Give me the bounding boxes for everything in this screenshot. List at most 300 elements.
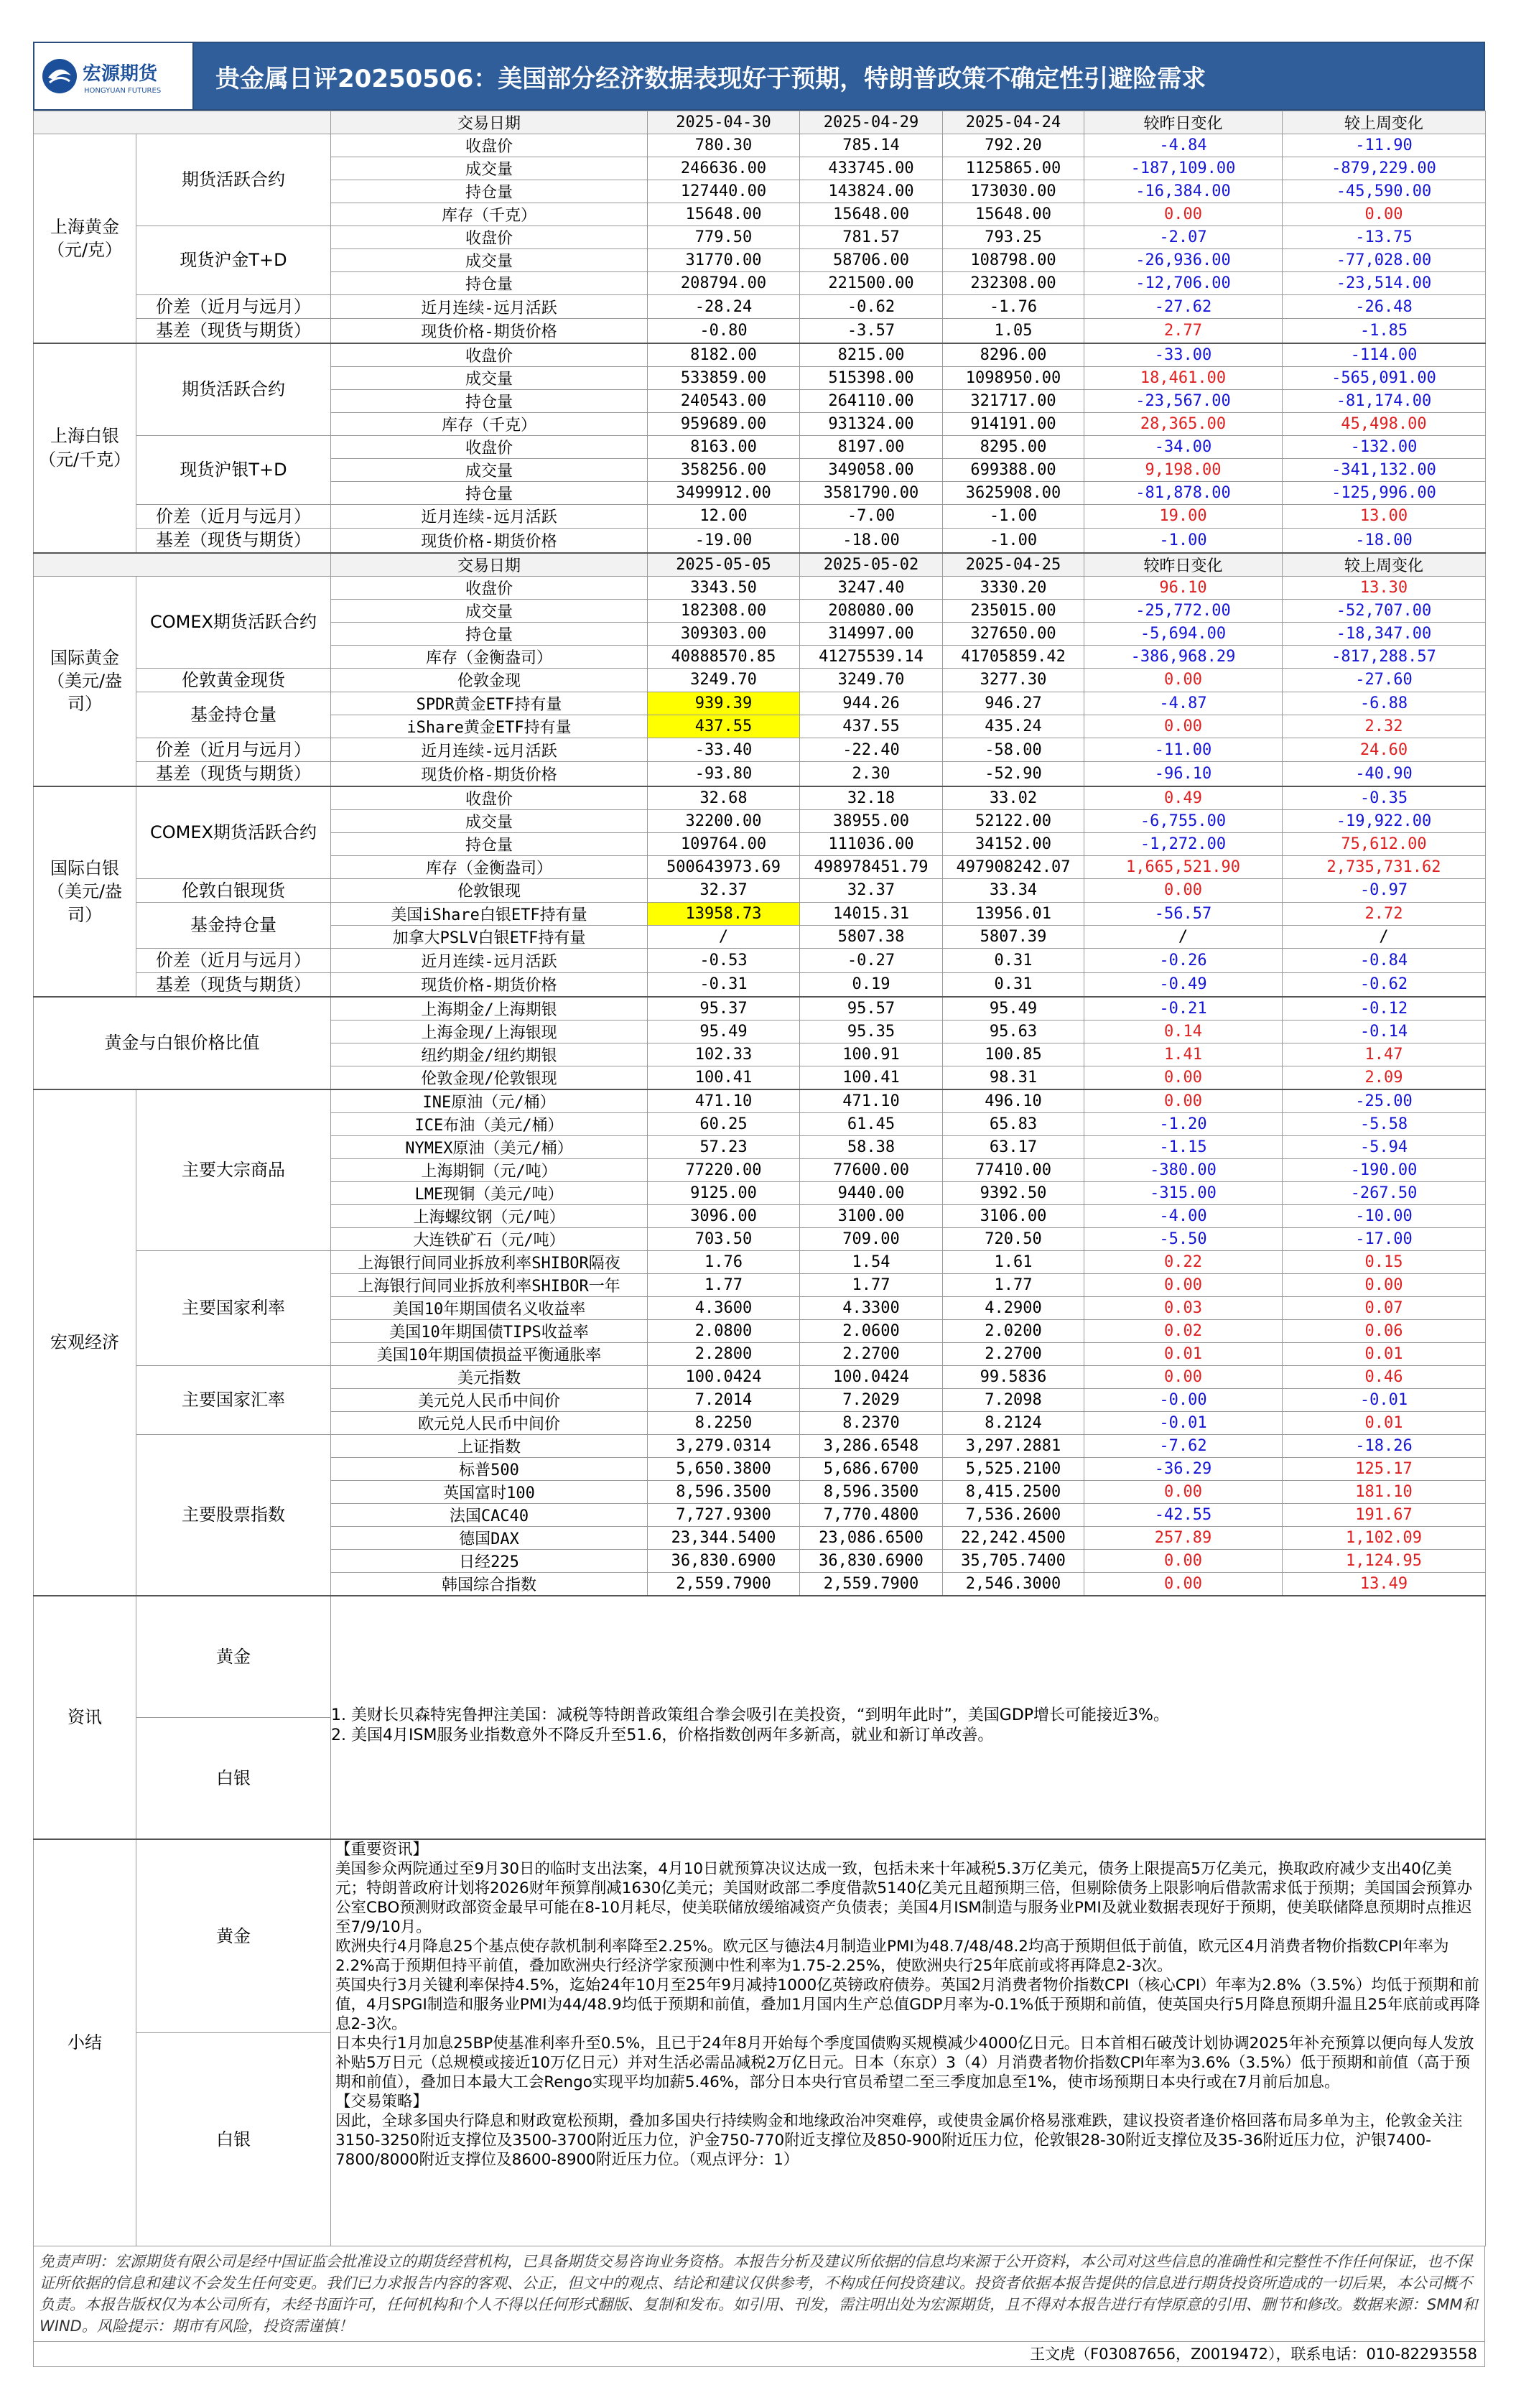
value-cell: 2.2800: [648, 1342, 800, 1365]
value-cell: 497908242.07: [943, 855, 1084, 878]
change-week-cell: 125.17: [1283, 1457, 1486, 1480]
subgroup-label: COMEX期货活跃合约: [136, 786, 331, 879]
value-cell: 13958.73: [648, 903, 800, 926]
subgroup-label: 伦敦黄金现货: [136, 668, 331, 692]
subgroup-label: 基金持仓量: [136, 903, 331, 949]
change-week-cell: -18.26: [1283, 1434, 1486, 1457]
value-cell: 182308.00: [648, 599, 800, 622]
value-cell: 40888570.85: [648, 645, 800, 668]
header-date: 2025-05-02: [800, 553, 943, 577]
change-week-cell: -18,347.00: [1283, 622, 1486, 645]
value-cell: 3,297.2881: [943, 1434, 1084, 1457]
change-day-cell: -0.21: [1084, 997, 1283, 1021]
row-label: 德国DAX: [331, 1526, 648, 1549]
value-cell: 2,546.3000: [943, 1572, 1084, 1596]
row-label: 近月连续-远月活跃: [331, 949, 648, 972]
data-row: [34, 295, 1486, 319]
row-label: 上海金现/上海银现: [331, 1020, 648, 1043]
summary-paragraph: 因此，全球多国央行降息和财政宽松预期，叠加多国央行持续购金和地缘政治冲突难停，或使贵金属价格易涨难跌，建议投资者逢价格回落布局多单为主，伦敦金关注3150-3250附近支撑位及3500-3700附近压力位，沪金750-770附近支撑位及850-900附近压力位，伦敦银28-30附近支撑位及35-36附近压力位，沪银7400-7800/8000附近支撑位及8600-8900附近压力位。（观点评分：1）: [335, 2111, 1463, 2169]
value-cell: 1098950.00: [943, 366, 1084, 389]
row-label: 美国10年期国债名义收益率: [331, 1296, 648, 1319]
subgroup-label: 主要大宗商品: [136, 1089, 331, 1251]
row-label: 大连铁矿石（元/吨）: [331, 1227, 648, 1250]
row-label: 纽约期金/纽约期银: [331, 1043, 648, 1066]
change-day-cell: 0.01: [1084, 1342, 1283, 1365]
row-label: 近月连续-远月活跃: [331, 504, 648, 528]
value-cell: 471.10: [648, 1089, 800, 1113]
change-week-cell: 2.09: [1283, 1066, 1486, 1089]
subgroup-label: 主要国家汇率: [136, 1365, 331, 1434]
report-title: 贵金属日评20250506：美国部分经济数据表现好于预期，特朗普政策不确定性引避险需求: [194, 43, 1484, 109]
value-cell: 4.2900: [943, 1296, 1084, 1319]
change-week-cell: 0.06: [1283, 1319, 1486, 1342]
value-cell: 2.0200: [943, 1319, 1084, 1342]
value-cell: 33.34: [943, 878, 1084, 902]
change-week-cell: 2.72: [1283, 903, 1486, 926]
value-cell: -22.40: [800, 738, 943, 761]
value-cell: 95.49: [648, 1020, 800, 1043]
change-day-cell: -0.49: [1084, 972, 1283, 997]
subgroup-label: 主要国家利率: [136, 1250, 331, 1365]
row-label: 成交量: [331, 157, 648, 180]
row-label: 现货价格-期货价格: [331, 762, 648, 786]
row-label: 持仓量: [331, 180, 648, 203]
change-week-cell: 2,735,731.62: [1283, 855, 1486, 878]
value-cell: -0.27: [800, 949, 943, 972]
value-cell: 1.77: [800, 1273, 943, 1296]
value-cell: 173030.00: [943, 180, 1084, 203]
summary-paragraph: 英国央行3月关键利率保持4.5%，迄始24年10月至25年9月减持1000亿英镑政府债券。英国2月消费者物价指数CPI（核心CPI）年率为2.8%（3.5%）均低于预期和前值，4月SPGI制造和服务业PMI为44/48.9均低于预期和前值，叠加1月国内生产总值GDP月率为-0.1%低于预期和前值，使英国央行5月降息预期升温且25年底前或再降息2-3次。: [335, 1976, 1480, 2033]
change-week-cell: -817,288.57: [1283, 645, 1486, 668]
value-cell: 95.63: [943, 1020, 1084, 1043]
value-cell: 785.14: [800, 134, 943, 157]
value-cell: 246636.00: [648, 157, 800, 180]
value-cell: 2.0600: [800, 1319, 943, 1342]
data-row: [34, 949, 1486, 972]
subgroup-label: 伦敦白银现货: [136, 878, 331, 902]
value-cell: 32200.00: [648, 809, 800, 832]
group-label: 国际黄金 （美元/盎司）: [34, 576, 136, 786]
news-gold-label: 黄金: [136, 1596, 331, 1718]
value-cell: 3499912.00: [648, 481, 800, 504]
change-week-cell: -0.01: [1283, 1388, 1486, 1411]
value-cell: 699388.00: [943, 458, 1084, 481]
value-cell: 1.77: [648, 1273, 800, 1296]
logo-text-en: HONGYUAN FUTURES: [84, 87, 162, 95]
value-cell: 57.23: [648, 1135, 800, 1158]
row-label: 持仓量: [331, 622, 648, 645]
value-cell: 38955.00: [800, 809, 943, 832]
change-day-cell: -25,772.00: [1084, 599, 1283, 622]
value-cell: 349058.00: [800, 458, 943, 481]
value-cell: -7.00: [800, 504, 943, 528]
value-cell: 100.41: [648, 1066, 800, 1089]
change-day-cell: 0.00: [1084, 1549, 1283, 1572]
value-cell: 3096.00: [648, 1204, 800, 1227]
change-week-cell: -341,132.00: [1283, 458, 1486, 481]
data-row: [34, 226, 1486, 249]
change-week-cell: -77,028.00: [1283, 249, 1486, 272]
news-silver-label: 白银: [136, 1717, 331, 1839]
value-cell: 944.26: [800, 692, 943, 715]
header-trade-date: 交易日期: [331, 111, 648, 134]
change-week-cell: 1,102.09: [1283, 1526, 1486, 1549]
change-day-cell: -81,878.00: [1084, 481, 1283, 504]
value-cell: -93.80: [648, 762, 800, 786]
change-day-cell: -1,272.00: [1084, 832, 1283, 855]
change-day-cell: -1.20: [1084, 1112, 1283, 1135]
value-cell: 23,086.6500: [800, 1526, 943, 1549]
header-chg-day: 较昨日变化: [1084, 553, 1283, 577]
value-cell: 41705859.42: [943, 645, 1084, 668]
summary-group-label: 小结: [34, 1839, 136, 2246]
row-label: 库存（千克）: [331, 203, 648, 226]
value-cell: 9392.50: [943, 1181, 1084, 1204]
row-label: 成交量: [331, 599, 648, 622]
change-week-cell: -27.60: [1283, 668, 1486, 692]
change-day-cell: 9,198.00: [1084, 458, 1283, 481]
value-cell: 1125865.00: [943, 157, 1084, 180]
value-cell: 264110.00: [800, 389, 943, 412]
report-page: [33, 42, 1485, 2367]
value-cell: 102.33: [648, 1043, 800, 1066]
value-cell: 32.18: [800, 786, 943, 810]
value-cell: 314997.00: [800, 622, 943, 645]
change-day-cell: 0.03: [1084, 1296, 1283, 1319]
value-cell: 2.0800: [648, 1319, 800, 1342]
change-week-cell: 45,498.00: [1283, 412, 1486, 435]
value-cell: 65.83: [943, 1112, 1084, 1135]
row-label: 标普500: [331, 1457, 648, 1480]
value-cell: 95.49: [943, 997, 1084, 1021]
change-week-cell: -6.88: [1283, 692, 1486, 715]
value-cell: 3,286.6548: [800, 1434, 943, 1457]
value-cell: 0.31: [943, 972, 1084, 997]
value-cell: -58.00: [943, 738, 1084, 761]
data-row: [34, 435, 1486, 458]
data-row: [34, 878, 1486, 902]
change-week-cell: -879,229.00: [1283, 157, 1486, 180]
change-week-cell: -267.50: [1283, 1181, 1486, 1204]
news-list: [335, 1706, 1481, 1746]
value-cell: 8,415.2500: [943, 1480, 1084, 1503]
value-cell: 7,536.2600: [943, 1503, 1084, 1526]
change-week-cell: -23,514.00: [1283, 272, 1486, 295]
value-cell: 959689.00: [648, 412, 800, 435]
change-day-cell: -42.55: [1084, 1503, 1283, 1526]
change-day-cell: -1.15: [1084, 1135, 1283, 1158]
value-cell: 58.38: [800, 1135, 943, 1158]
summary-gold-label: 黄金: [136, 1839, 331, 2033]
row-label: 上海银行间同业拆放利率SHIBOR隔夜: [331, 1250, 648, 1273]
value-cell: 32.68: [648, 786, 800, 810]
value-cell: 100.41: [800, 1066, 943, 1089]
value-cell: 12.00: [648, 504, 800, 528]
value-cell: 7,727.9300: [648, 1503, 800, 1526]
value-cell: 931324.00: [800, 412, 943, 435]
value-cell: 77600.00: [800, 1158, 943, 1181]
value-cell: 500643973.69: [648, 855, 800, 878]
value-cell: 5,525.2100: [943, 1457, 1084, 1480]
group-label: 国际白银 （美元/盎司）: [34, 786, 136, 997]
row-label: 现货价格-期货价格: [331, 529, 648, 553]
value-cell: 321717.00: [943, 389, 1084, 412]
value-cell: 3106.00: [943, 1204, 1084, 1227]
change-week-cell: -1.85: [1283, 319, 1486, 343]
change-day-cell: -0.00: [1084, 1388, 1283, 1411]
value-cell: 109764.00: [648, 832, 800, 855]
subgroup-label: 基金持仓量: [136, 692, 331, 738]
change-day-cell: -7.62: [1084, 1434, 1283, 1457]
header-blank: [34, 553, 331, 577]
data-row: [34, 134, 1486, 157]
data-row: [34, 668, 1486, 692]
row-label: 美国10年期国债TIPS收益率: [331, 1319, 648, 1342]
row-label: 库存（金衡盎司）: [331, 855, 648, 878]
summary-paragraph: 美国参众两院通过至9月30日的临时支出法案，4月10日就预算决议达成一致，包括未来十年减税5.3万亿美元，债务上限提高5万亿美元，换取政府减少支出40亿美元；特朗普政府计划将2026财年预算削减1630亿美元；美国财政部二季度借款5140亿美元且超预期三倍，但剔除债务上限影响后借款需求低于预期；美国国会预算办公室CBO预测财政部资金最早可能在8-10月耗尽，使美联储放缓缩减资产负债表；美国4月ISM制造与服务业PMI及就业数据表现好于预期，使美联储降息预期时点推迟至7/9/10月。: [335, 1859, 1473, 1936]
value-cell: 5,686.6700: [800, 1457, 943, 1480]
value-cell: 35,705.7400: [943, 1549, 1084, 1572]
value-cell: -19.00: [648, 529, 800, 553]
row-label: 日经225: [331, 1549, 648, 1572]
change-day-cell: -4.87: [1084, 692, 1283, 715]
value-cell: 8.2250: [648, 1411, 800, 1434]
change-day-cell: -4.00: [1084, 1204, 1283, 1227]
change-day-cell: -12,706.00: [1084, 272, 1283, 295]
change-week-cell: 0.15: [1283, 1250, 1486, 1273]
value-cell: 95.35: [800, 1020, 943, 1043]
data-row: [34, 786, 1486, 810]
change-day-cell: 0.00: [1084, 1572, 1283, 1596]
value-cell: 8.2124: [943, 1411, 1084, 1434]
value-cell: 914191.00: [943, 412, 1084, 435]
value-cell: 8182.00: [648, 343, 800, 367]
data-row: [34, 972, 1486, 997]
row-label: 上海期铜（元/吨）: [331, 1158, 648, 1181]
value-cell: 108798.00: [943, 249, 1084, 272]
value-cell: 3330.20: [943, 576, 1084, 599]
header-chg-week: 较上周变化: [1283, 111, 1486, 134]
value-cell: 52122.00: [943, 809, 1084, 832]
value-cell: 208080.00: [800, 599, 943, 622]
value-cell: 1.05: [943, 319, 1084, 343]
value-cell: 127440.00: [648, 180, 800, 203]
value-cell: 2.2700: [800, 1342, 943, 1365]
value-cell: 208794.00: [648, 272, 800, 295]
value-cell: 4.3300: [800, 1296, 943, 1319]
change-week-cell: 0.00: [1283, 1273, 1486, 1296]
row-label: 收盘价: [331, 226, 648, 249]
logo-text-cn: 宏源期货: [83, 63, 158, 85]
subgroup-label: 期货活跃合约: [136, 134, 331, 226]
row-label: 持仓量: [331, 481, 648, 504]
value-cell: -3.57: [800, 319, 943, 343]
change-day-cell: 0.00: [1084, 1273, 1283, 1296]
change-week-cell: /: [1283, 926, 1486, 949]
value-cell: 8197.00: [800, 435, 943, 458]
summary-paragraph: 【重要资讯】: [335, 1840, 429, 1859]
value-cell: 232308.00: [943, 272, 1084, 295]
change-week-cell: -81,174.00: [1283, 389, 1486, 412]
value-cell: 3625908.00: [943, 481, 1084, 504]
change-week-cell: 2.32: [1283, 715, 1486, 738]
value-cell: -52.90: [943, 762, 1084, 786]
value-cell: 95.57: [800, 997, 943, 1021]
row-label: 伦敦金现: [331, 668, 648, 692]
change-week-cell: 0.01: [1283, 1342, 1486, 1365]
change-day-cell: 1,665,521.90: [1084, 855, 1283, 878]
news-content: [331, 1596, 1486, 1839]
value-cell: 3277.30: [943, 668, 1084, 692]
value-cell: 358256.00: [648, 458, 800, 481]
value-cell: 327650.00: [943, 622, 1084, 645]
value-cell: 61.45: [800, 1112, 943, 1135]
header-blank: [34, 111, 331, 134]
change-day-cell: 0.00: [1084, 203, 1283, 226]
value-cell: 77220.00: [648, 1158, 800, 1181]
value-cell: 60.25: [648, 1112, 800, 1135]
change-day-cell: -11.00: [1084, 738, 1283, 761]
value-cell: 0.19: [800, 972, 943, 997]
row-label: 持仓量: [331, 272, 648, 295]
header-chg-day: 较昨日变化: [1084, 111, 1283, 134]
change-day-cell: 96.10: [1084, 576, 1283, 599]
value-cell: 15648.00: [800, 203, 943, 226]
subgroup-label: 基差（现货与期货）: [136, 319, 331, 343]
row-label: 美国10年期国债损益平衡通胀率: [331, 1342, 648, 1365]
value-cell: 533859.00: [648, 366, 800, 389]
change-week-cell: -26.48: [1283, 295, 1486, 319]
report-header: [33, 42, 1485, 111]
change-day-cell: -187,109.00: [1084, 157, 1283, 180]
value-cell: 781.57: [800, 226, 943, 249]
summary-paragraph: 欧洲央行4月降息25个基点使存款机制利率降至2.25%。欧元区与德法4月制造业PMI为48.7/48/48.2均高于预期但低于前值，欧元区4月消费者物价指数CPI年率为2.2%高于预期但持平前值，叠加欧洲央行经济学家预测中性利率为1.75-2.25%，使欧洲央行25年底前或将再降息2-3次。: [335, 1937, 1449, 1975]
row-label: iShare黄金ETF持有量: [331, 715, 648, 738]
change-week-cell: -13.75: [1283, 226, 1486, 249]
change-day-cell: 0.00: [1084, 1365, 1283, 1388]
change-week-cell: -11.90: [1283, 134, 1486, 157]
value-cell: -0.62: [800, 295, 943, 319]
logo-icon: [39, 54, 187, 98]
row-label: ICE布油（美元/桶）: [331, 1112, 648, 1135]
change-week-cell: 0.00: [1283, 203, 1486, 226]
row-label: 上海期金/上海期银: [331, 997, 648, 1021]
change-day-cell: 19.00: [1084, 504, 1283, 528]
change-week-cell: 13.30: [1283, 576, 1486, 599]
value-cell: 240543.00: [648, 389, 800, 412]
author-line: 王文虎（F03087656，Z0019472），联系电话：010-82293558: [33, 2342, 1485, 2367]
value-cell: 14015.31: [800, 903, 943, 926]
value-cell: 780.30: [648, 134, 800, 157]
value-cell: 23,344.5400: [648, 1526, 800, 1549]
change-week-cell: -5.94: [1283, 1135, 1486, 1158]
row-label: 美元兑人民币中间价: [331, 1388, 648, 1411]
change-day-cell: -27.62: [1084, 295, 1283, 319]
change-week-cell: -0.62: [1283, 972, 1486, 997]
change-day-cell: 0.00: [1084, 1480, 1283, 1503]
value-cell: 7,770.4800: [800, 1503, 943, 1526]
value-cell: 77410.00: [943, 1158, 1084, 1181]
change-day-cell: 28,365.00: [1084, 412, 1283, 435]
value-cell: 4.3600: [648, 1296, 800, 1319]
data-row: [34, 1250, 1486, 1273]
change-day-cell: -16,384.00: [1084, 180, 1283, 203]
row-label: 持仓量: [331, 832, 648, 855]
row-label: 伦敦银现: [331, 878, 648, 902]
change-week-cell: -25.00: [1283, 1089, 1486, 1113]
value-cell: 33.02: [943, 786, 1084, 810]
data-row: [34, 343, 1486, 367]
change-day-cell: 1.41: [1084, 1043, 1283, 1066]
row-label: LME现铜（美元/吨）: [331, 1181, 648, 1204]
value-cell: 3249.70: [800, 668, 943, 692]
change-week-cell: -0.84: [1283, 949, 1486, 972]
data-row: [34, 692, 1486, 715]
row-label: 库存（千克）: [331, 412, 648, 435]
row-label: 美国iShare白银ETF持有量: [331, 903, 648, 926]
change-week-cell: -18.00: [1283, 529, 1486, 553]
value-cell: 1.54: [800, 1250, 943, 1273]
header-date: 2025-04-25: [943, 553, 1084, 577]
value-cell: 36,830.6900: [800, 1549, 943, 1572]
value-cell: 496.10: [943, 1089, 1084, 1113]
value-cell: 63.17: [943, 1135, 1084, 1158]
value-cell: 792.20: [943, 134, 1084, 157]
value-cell: 15648.00: [943, 203, 1084, 226]
value-cell: 3247.40: [800, 576, 943, 599]
value-cell: -28.24: [648, 295, 800, 319]
summary-paragraph: 日本央行1月加息25BP使基准利率升至0.5%，且已于24年8月开始每个季度国债购买规模减少4000亿日元。日本首相石破茂计划协调2025年补充预算以便向每人发放补贴5万日元（总规模或接近10万亿日元）并对生活必需品减税2万亿日元。日本（东京）3（4）月消费者物价指数CPI年率为3.6%（3.5%）低于预期和前值（高于预期和前值），叠加日本最大工会Rengo实现平均加薪5.46%，部分日本央行官员希望二至三季度加息至1%，使市场预期日本央行或在7月前后加息。: [335, 2034, 1474, 2091]
value-cell: 9440.00: [800, 1181, 943, 1204]
value-cell: 720.50: [943, 1227, 1084, 1250]
subgroup-label: 现货沪金T+D: [136, 226, 331, 295]
change-day-cell: -23,567.00: [1084, 389, 1283, 412]
value-cell: 939.39: [648, 692, 800, 715]
value-cell: 3581790.00: [800, 481, 943, 504]
value-cell: 41275539.14: [800, 645, 943, 668]
change-day-cell: 0.02: [1084, 1319, 1283, 1342]
summary-paragraph: 【交易策略】: [335, 2092, 429, 2111]
row-label: SPDR黄金ETF持有量: [331, 692, 648, 715]
value-cell: 2.30: [800, 762, 943, 786]
value-cell: 100.0424: [648, 1365, 800, 1388]
row-label: 伦敦金现/伦敦银现: [331, 1066, 648, 1089]
value-cell: 309303.00: [648, 622, 800, 645]
value-cell: 1.61: [943, 1250, 1084, 1273]
row-label: 成交量: [331, 249, 648, 272]
data-row: [34, 504, 1486, 528]
value-cell: 437.55: [800, 715, 943, 738]
value-cell: 235015.00: [943, 599, 1084, 622]
header-chg-week: 较上周变化: [1283, 553, 1486, 577]
change-week-cell: 181.10: [1283, 1480, 1486, 1503]
subgroup-label: 主要股票指数: [136, 1434, 331, 1596]
value-cell: -0.80: [648, 319, 800, 343]
value-cell: 32.37: [648, 878, 800, 902]
value-cell: -33.40: [648, 738, 800, 761]
value-cell: 8296.00: [943, 343, 1084, 367]
change-day-cell: 0.14: [1084, 1020, 1283, 1043]
change-day-cell: 0.49: [1084, 786, 1283, 810]
value-cell: 100.0424: [800, 1365, 943, 1388]
subgroup-label: 价差（近月与远月）: [136, 504, 331, 528]
header-date: 2025-05-05: [648, 553, 800, 577]
value-cell: 515398.00: [800, 366, 943, 389]
summary-content: [331, 1839, 1486, 2246]
news-group-label: 资讯: [34, 1596, 136, 1839]
change-day-cell: /: [1084, 926, 1283, 949]
change-day-cell: -0.26: [1084, 949, 1283, 972]
